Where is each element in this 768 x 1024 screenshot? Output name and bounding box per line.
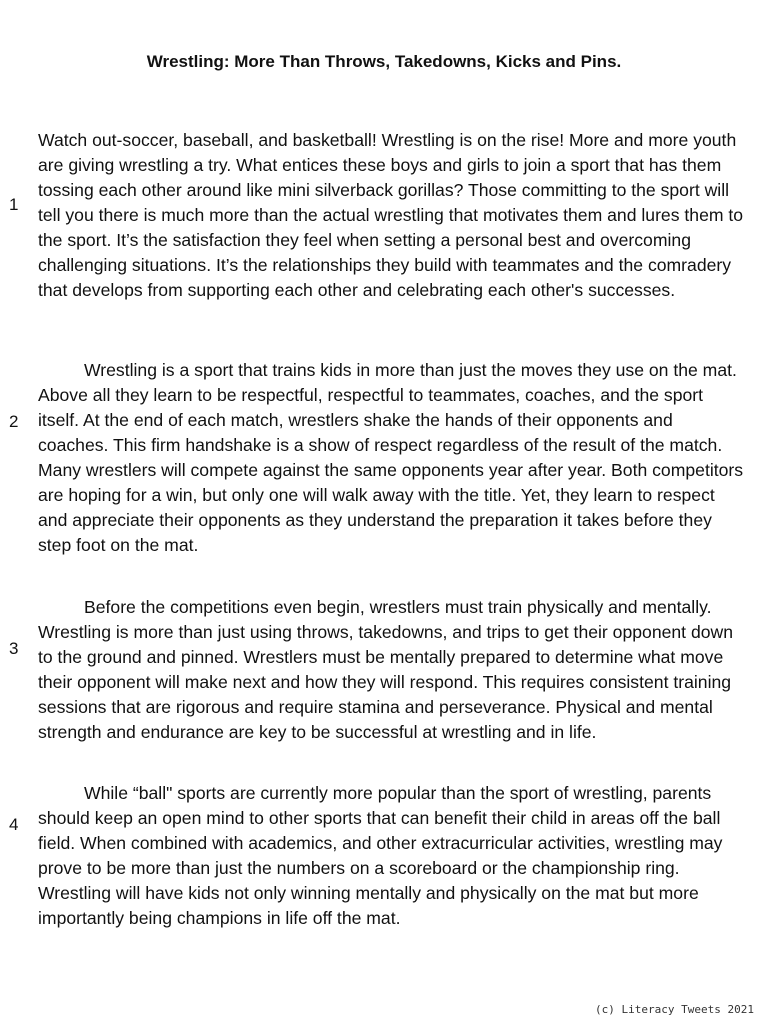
copyright-footer: (c) Literacy Tweets 2021 [595,1003,754,1016]
paragraph-text: While “ball" sports are currently more popular than the sport of wrestling, parents should keep an open mind to other sports that can benefit their child in areas off the ball field. When combined with academics, and other extracurricular activities, wrestling may prove to be more than just the numbers on a scoreboard or the championship ring. Wrestling will have kids not only winning mentally and physically on the mat but more importantly being champions in life off the mat. [38,783,723,928]
paragraph-text: Before the competitions even begin, wrestlers must train physically and mentally. Wrestling is more than just using throws, takedowns, and trips to get their opponent down to the ground and pinned. Wrestlers must be mentally prepared to determine what move their opponent will make next and how they will respond. This requires consistent training sessions that are rigorous and require stamina and perseverance. Physical and mental strength and endurance are key to be successful at wrestling and in life. [38,597,734,742]
paragraph-text: Wrestling is a sport that trains kids in more than just the moves they use on the mat. Above all they learn to be respectful, respectful to teammates, coaches, and the sport itself. At the end of each match, wrestlers shake the hands of their opponents and coaches. This firm handshake is a show of respect regardless of the result of the match. Many wrestlers will compete against the same opponents year after year. Both competitors are hoping for a win, but only one will walk away with the title. Yet, they learn to respect and appreciate their opponents as they understand the preparation it takes before they step foot on the mat. [38,360,744,555]
paragraph-text: Watch out-soccer, baseball, and basketball! Wrestling is on the rise! More and more youth are giving wrestling a try. What entices these boys and girls to join a sport that has them tossing each other around like mini silverback gorillas? Those committing to the sport will tell you there is much more than the actual wrestling that motivates them and lures them to the sport. It’s the satisfaction they feel when setting a personal best and overcoming challenging situations. It’s the relationships they build with teammates and the comradery that develops from supporting each other and celebrating each other's successes. [38,130,744,300]
paragraph-number: 1 [9,195,19,214]
paragraph-number: 2 [9,412,19,431]
page-title: Wrestling: More Than Throws, Takedowns, Kicks and Pins. [146,52,622,71]
paragraph-number: 3 [9,639,19,658]
paragraph-number: 4 [9,815,19,834]
